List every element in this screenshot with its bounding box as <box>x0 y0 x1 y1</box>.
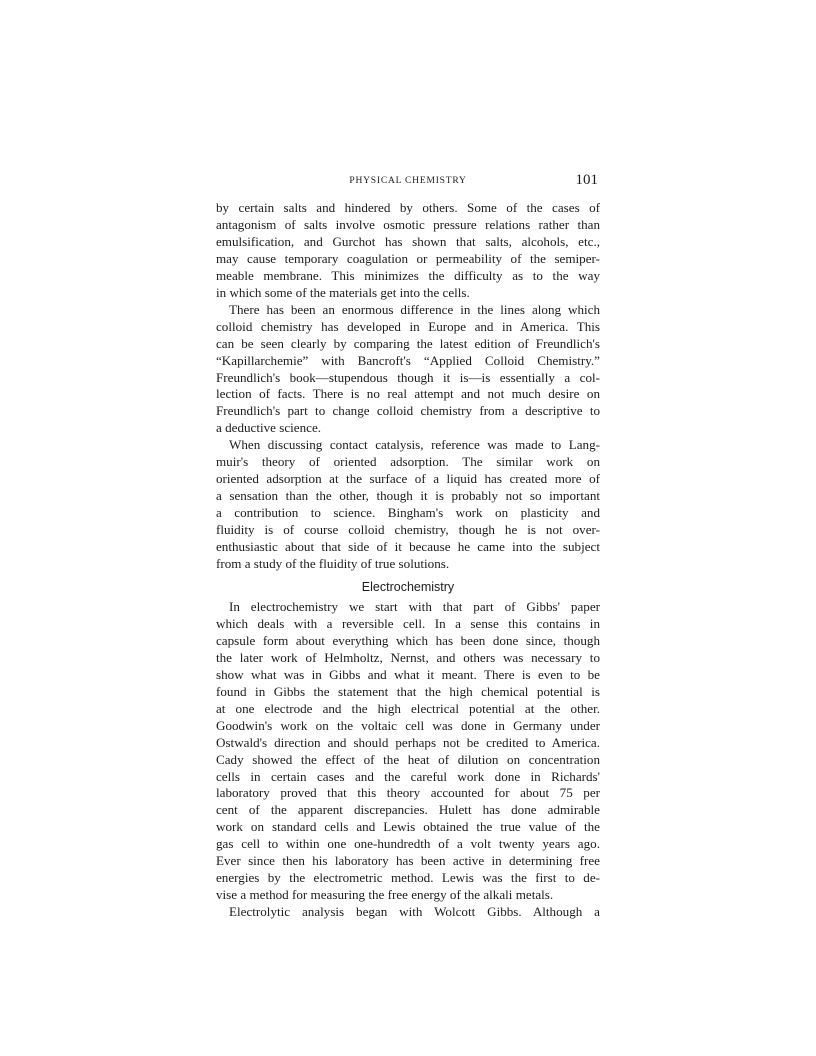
text-line: cells in certain cases and the careful work done in Richards' <box>216 768 600 784</box>
text-line: by certain salts and hindered by others. Some of the cases of <box>216 200 600 215</box>
text-line: Ostwald's direction and should perhaps not be credited to America. <box>216 734 600 750</box>
text-line: from a study of the fluidity of true solutions. <box>216 556 450 572</box>
section-heading: Electrochemistry <box>361 579 455 594</box>
text-line: enthusiastic about that side of it because he came into the subject <box>216 539 600 555</box>
text-line: at one electrode and the high electrical potential at the other. <box>216 700 600 716</box>
text-line: “Kapillarchemie” with Bancroft's “Applied Colloid Chemistry.” <box>216 352 600 368</box>
text-line: the later work of Helmholtz, Nernst, and others was necessary to <box>216 649 600 665</box>
text-line: may cause temporary coagulation or permeability of the semiper- <box>216 250 600 266</box>
running-head <box>216 170 600 192</box>
text-line: Ever since then his laboratory has been active in determining free <box>216 853 600 869</box>
body-text <box>216 200 600 921</box>
text-line: work on standard cells and Lewis obtained the true value of the <box>216 819 600 835</box>
text-line: found in Gibbs the statement that the high chemical potential is <box>216 683 600 699</box>
text-line: energies by the electrometric method. Lewis was the first to de- <box>216 870 600 886</box>
section-paragraphs <box>216 599 600 921</box>
text-line: fluidity is of course colloid chemistry, though he is not over- <box>216 522 600 538</box>
text-line: colloid chemistry has developed in Europe and in America. This <box>216 318 600 334</box>
text-line: show what was in Gibbs and what it meant. There is even to be <box>216 666 600 682</box>
text-line: Goodwin's work on the voltaic cell was done in Germany under <box>216 717 600 733</box>
text-line: a contribution to science. Bingham's work on plasticity and <box>216 505 600 521</box>
text-line: emulsification, and Gurchot has shown that salts, alcohols, etc., <box>216 233 600 249</box>
text-line: laboratory proved that this theory accounted for about 75 per <box>216 785 600 801</box>
text-line: Freundlich's book—stupendous though it is—is essentially a col- <box>216 369 600 385</box>
text-line: meable membrane. This minimizes the difficulty as to the way <box>216 267 600 283</box>
text-line: a deductive science. <box>216 420 322 436</box>
text-line: Electrolytic analysis began with Wolcott Gibbs. Although a <box>229 904 600 920</box>
text-line: can be seen clearly by comparing the latest edition of Freundlich's <box>216 335 600 351</box>
page-number: 101 <box>575 172 598 188</box>
text-line: There has been an enormous difference in the lines along which <box>229 301 600 317</box>
text-line: When discussing contact catalysis, reference was made to Lang- <box>229 437 600 453</box>
text-line: In electrochemistry we start with that part of Gibbs' paper <box>229 598 600 614</box>
paragraphs-before-heading <box>216 200 600 573</box>
text-line: cent of the apparent discrepancies. Hulett has done admirable <box>216 802 600 818</box>
text-line: lection of facts. There is no real attempt and not much desire on <box>216 386 600 402</box>
text-line: vise a method for measuring the free energy of the alkali metals. <box>216 887 554 903</box>
text-line: capsule form about everything which has been done since, though <box>216 632 600 648</box>
text-line: muir's theory of oriented adsorption. The similar work on <box>216 454 600 470</box>
text-line: oriented adsorption at the surface of a liquid has created more of <box>216 471 600 487</box>
text-line: Cady showed the effect of the heat of dilution on concentration <box>216 751 600 767</box>
text-line: which deals with a reversible cell. In a sense this contains in <box>216 615 600 631</box>
book-page <box>216 170 600 921</box>
text-line: a sensation than the other, though it is probably not so important <box>216 488 600 504</box>
running-title: PHYSICAL CHEMISTRY <box>349 176 467 186</box>
text-line: in which some of the materials get into the cells. <box>216 284 470 300</box>
text-line: Freundlich's part to change colloid chemistry from a descriptive to <box>216 403 600 419</box>
text-line: antagonism of salts involve osmotic pressure relations rather than <box>216 216 600 232</box>
text-line: gas cell to within one one-hundredth of a volt twenty years ago. <box>216 836 600 852</box>
